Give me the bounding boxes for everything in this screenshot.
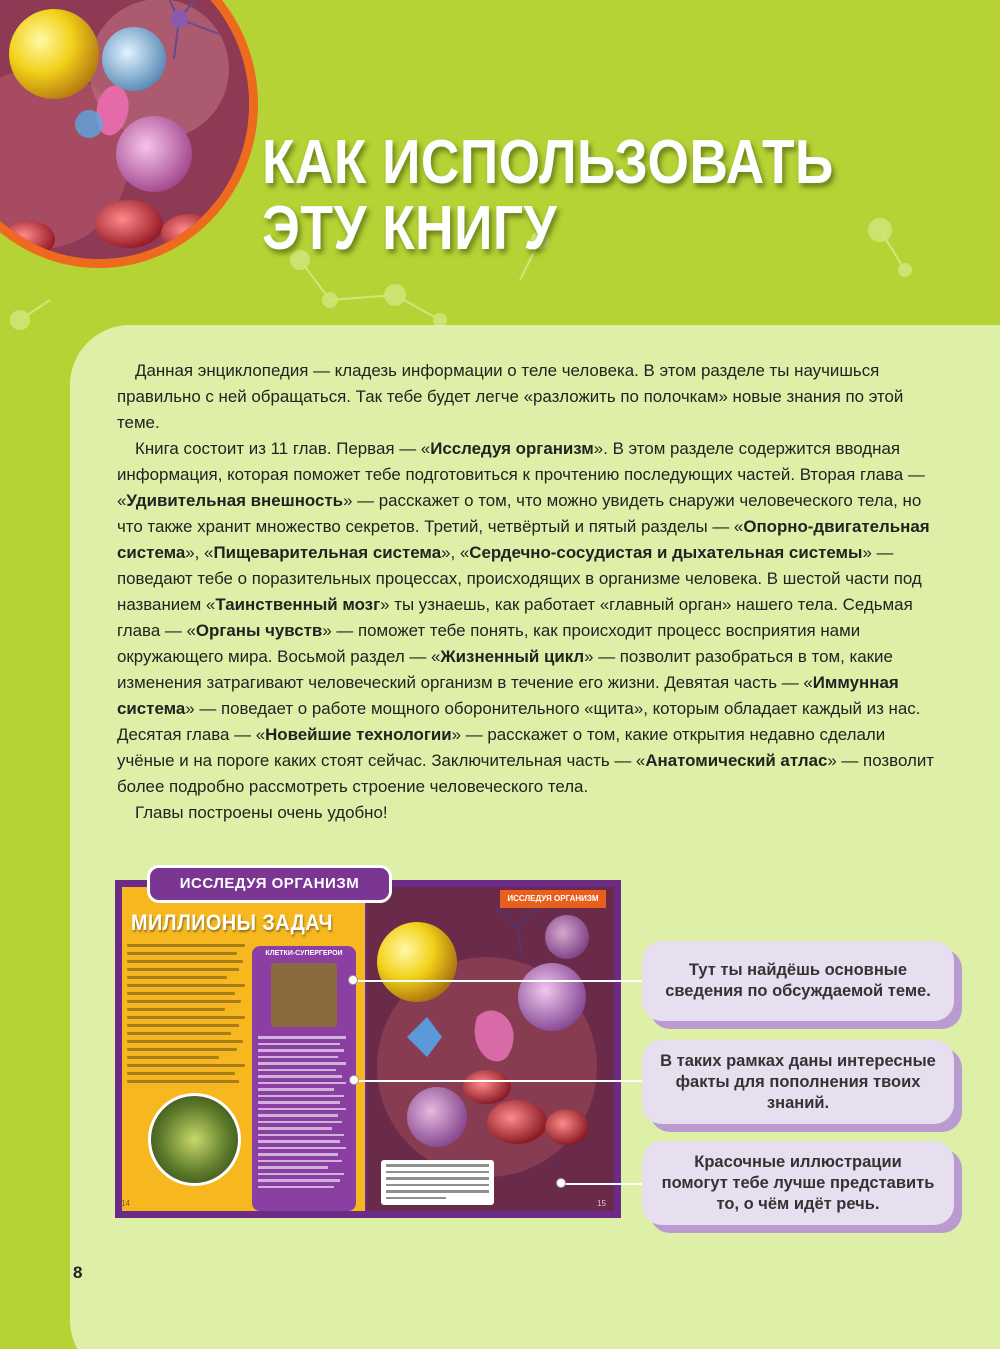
callout-main-info (642, 941, 954, 1021)
text-run: », « (441, 543, 470, 562)
spread-cell-photo (148, 1093, 241, 1186)
text-run: » — расскажет о том, какие открытия недавно сделали учёные и на пороге каких стоят сейчас. Заключительная часть — « (117, 725, 886, 770)
leader-dot-1 (348, 975, 358, 985)
spread-fact-box-title: КЛЕТКИ-СУПЕРГЕРОИ (265, 950, 343, 957)
chapter-name: Опорно-двигательная система (117, 517, 930, 562)
chapter-name: Пищеварительная система (213, 543, 442, 562)
callout-facts-box (642, 1040, 954, 1124)
spread-fact-box-text (258, 1036, 348, 1192)
page-number: 8 (73, 1263, 83, 1282)
text-run: » ты узнаешь, как работает «главный орган» нашего тела. Седьмая глава — « (117, 595, 913, 640)
title-line-1: КАК ИСПОЛЬЗОВАТЬ (262, 128, 834, 197)
text-run: » — поможет тебе понять, как происходит процесс восприятия нами окружающего мира. Восьмой раздел — « (117, 621, 861, 666)
text-run: » — поведают тебе о поразительных процессах, происходящих в организме человека. В шестой части под названием « (117, 543, 922, 614)
leader-dot-3 (556, 1178, 566, 1188)
leader-line-2 (353, 1080, 644, 1082)
chapter-name: Иммунная система (117, 673, 899, 718)
callout-illustrations (642, 1141, 954, 1225)
leader-dot-2 (349, 1075, 359, 1085)
page-title (262, 130, 881, 262)
spread-illustration-caption (381, 1160, 494, 1205)
chapter-name: Органы чувств (195, 621, 323, 640)
spread-page-number-right: 15 (597, 1199, 606, 1208)
spread-body-text (127, 944, 249, 1088)
chapter-name: Таинственный мозг (215, 595, 381, 614)
text-run: » — поведает о работе мощного оборонительного «щита», которым обладает каждый из нас. Десятая глава — « (117, 699, 921, 744)
leader-line-1 (352, 980, 644, 982)
chapter-name: Анатомический атлас (645, 751, 828, 770)
callout-text: Тут ты найдёшь основные сведения по обсуждаемой теме. (665, 961, 931, 1000)
chapter-name: Жизненный цикл (440, 647, 585, 666)
text-run: Книга состоит из 11 глав. Первая — « (135, 439, 431, 458)
body-text (117, 358, 947, 826)
callout-text: Красочные иллюстрации помогут тебе лучше представить то, о чём идёт речь. (661, 1152, 935, 1213)
text-run: » — позволит разобраться в том, какие изменения затрагивают человеческий организм в течение его жизни. Девятая часть — « (117, 647, 893, 692)
text-run: » — позволит более подробно рассмотреть строение человеческого тела. (117, 751, 934, 796)
chapter-name: Новейшие технологии (265, 725, 452, 744)
chapter-name: Исследуя организм (430, 439, 594, 458)
text-run: », « (185, 543, 214, 562)
text-run: ». В этом разделе содержится вводная информация, которая поможет тебе подготовиться к прочтению последующих частей. Вторая глава — « (117, 439, 925, 510)
paragraph-intro: Данная энциклопедия — кладезь информации о теле человека. В этом разделе ты научишься правильно с ней обращаться. Так тебе будет легче «разложить по полочкам» новые знания по этой теме. (117, 361, 904, 432)
chapter-name: Сердечно-сосудистая и дыхательная системы (469, 543, 863, 562)
spread-heading: МИЛЛИОНЫ ЗАДАЧ (131, 910, 333, 935)
spread-page-number-left: 14 (121, 1199, 130, 1208)
chapter-name: Удивительная внешность (126, 491, 344, 510)
paragraph-chapters (117, 436, 947, 800)
spread-right-tab: ИССЛЕДУЯ ОРГАНИЗМ (500, 890, 606, 908)
chapter-tab: ИССЛЕДУЯ ОРГАНИЗМ (147, 865, 392, 903)
paragraph-closing: Главы построены очень удобно! (135, 803, 388, 822)
title-line-2: ЭТУ КНИГУ (262, 194, 558, 263)
spread-fact-box-photo (271, 963, 337, 1027)
text-run: » — расскажет о том, что можно увидеть снаружи человеческого тела, но что также хранит множество секретов. Третий, четвёртый и пятый разделы — « (117, 491, 922, 536)
callout-text: В таких рамках даны интересные факты для пополнения твоих знаний. (660, 1051, 936, 1112)
leader-line-3 (560, 1183, 644, 1185)
corner-cell-illustration (0, 0, 258, 268)
